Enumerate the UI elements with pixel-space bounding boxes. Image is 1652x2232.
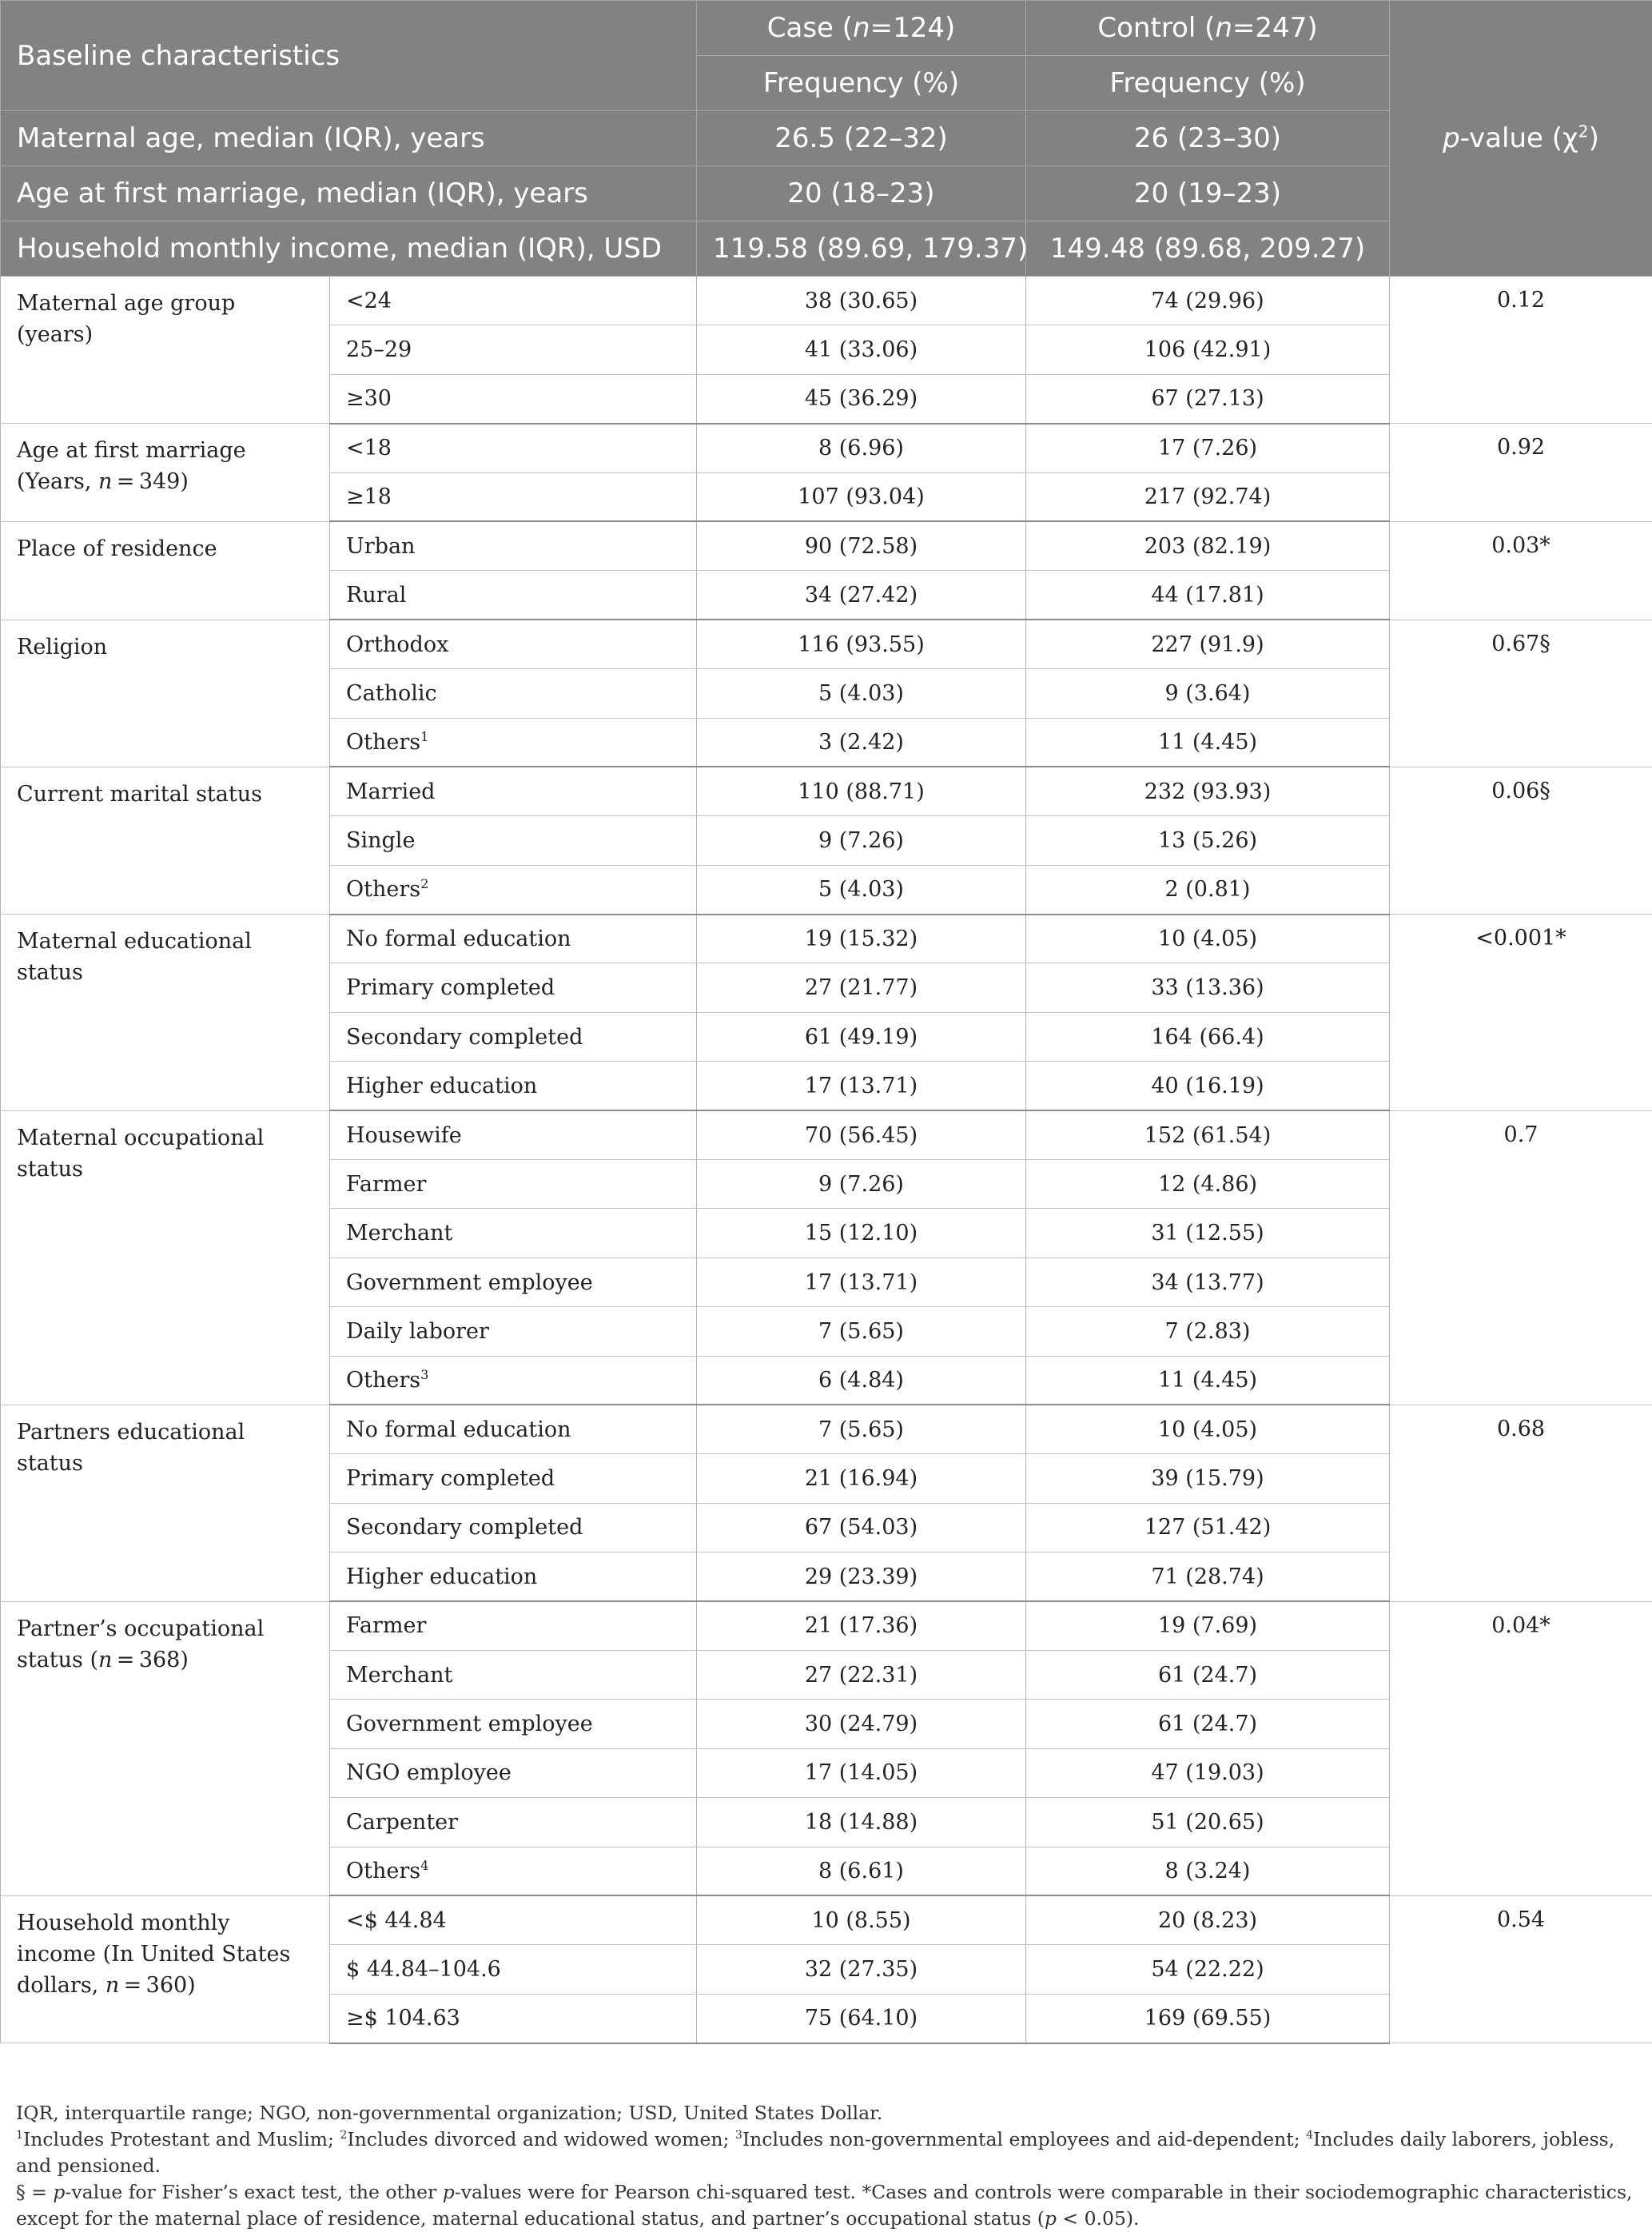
case-value: 41 (33.06) bbox=[697, 325, 1026, 374]
case-value: 17 (13.71) bbox=[697, 1257, 1026, 1306]
control-value: 227 (91.9) bbox=[1026, 620, 1390, 668]
control-value: 217 (92.74) bbox=[1026, 472, 1390, 521]
category-label: ≥18 bbox=[330, 472, 697, 521]
category-label: Others$^2$ bbox=[330, 865, 697, 914]
group-label: Religion bbox=[1, 620, 330, 767]
summary-case: 119.58 (89.69, 179.37) bbox=[697, 221, 1026, 277]
category-label: Rural bbox=[330, 571, 697, 620]
control-value: 10 (4.05) bbox=[1026, 1405, 1390, 1453]
category-label: Housewife bbox=[330, 1110, 697, 1159]
control-value: 47 (19.03) bbox=[1026, 1748, 1390, 1797]
p-value: 0.68 bbox=[1390, 1405, 1652, 1601]
category-label: Secondary completed bbox=[330, 1503, 697, 1552]
group-label: Age at first marriage (Years, n = 349) bbox=[1, 424, 330, 522]
group-label: Place of residence bbox=[1, 521, 330, 620]
case-value: 38 (30.65) bbox=[697, 277, 1026, 325]
case-value: 70 (56.45) bbox=[697, 1110, 1026, 1159]
header-case: Case (n=124) bbox=[697, 1, 1026, 56]
table-row bbox=[1, 1110, 1652, 1159]
control-value: 74 (29.96) bbox=[1026, 277, 1390, 325]
case-value: 5 (4.03) bbox=[697, 865, 1026, 914]
summary-label: Maternal age, median (IQR), years bbox=[1, 111, 697, 166]
category-label: Others$^4$ bbox=[330, 1847, 697, 1895]
case-value: 32 (27.35) bbox=[697, 1945, 1026, 1994]
case-value: 17 (13.71) bbox=[697, 1062, 1026, 1110]
table-footnotes bbox=[16, 2100, 1638, 2232]
category-label: Urban bbox=[330, 521, 697, 570]
category-label: Farmer bbox=[330, 1160, 697, 1209]
control-value: 33 (13.36) bbox=[1026, 963, 1390, 1012]
control-value: 169 (69.55) bbox=[1026, 1994, 1390, 2043]
header-pvalue: p-value $(\chi^2)$ bbox=[1390, 1, 1652, 277]
control-value: 203 (82.19) bbox=[1026, 521, 1390, 570]
case-value: 110 (88.71) bbox=[697, 767, 1026, 815]
category-label: NGO employee bbox=[330, 1748, 697, 1797]
control-value: 232 (93.93) bbox=[1026, 767, 1390, 815]
case-value: 29 (23.39) bbox=[697, 1552, 1026, 1601]
case-value: 10 (8.55) bbox=[697, 1895, 1026, 1944]
case-value: 116 (93.55) bbox=[697, 620, 1026, 668]
p-value: 0.7 bbox=[1390, 1110, 1652, 1405]
table-row bbox=[1, 277, 1652, 325]
header-freq-case: Frequency (%) bbox=[697, 56, 1026, 111]
case-value: 3 (2.42) bbox=[697, 718, 1026, 767]
control-value: 67 (27.13) bbox=[1026, 374, 1390, 423]
case-value: 45 (36.29) bbox=[697, 374, 1026, 423]
control-value: 127 (51.42) bbox=[1026, 1503, 1390, 1552]
case-value: 67 (54.03) bbox=[697, 1503, 1026, 1552]
summary-label: Age at first marriage, median (IQR), years bbox=[1, 166, 697, 221]
category-label: Catholic bbox=[330, 669, 697, 718]
control-value: 2 (0.81) bbox=[1026, 865, 1390, 914]
category-label: Primary completed bbox=[330, 1454, 697, 1503]
footnote-others: $^1$Includes Protestant and Muslim; $^2$Includes divorced and widowed women; $^3$Includes non-governmental employees and aid-dependent; $^4$Includes daily laborers, jobless, and pensioned. bbox=[16, 2126, 1638, 2179]
case-value: 75 (64.10) bbox=[697, 1994, 1026, 2043]
summary-label: Household monthly income, median (IQR), USD bbox=[1, 221, 697, 277]
category-label: No formal education bbox=[330, 915, 697, 963]
case-value: 7 (5.65) bbox=[697, 1405, 1026, 1453]
case-value: 27 (22.31) bbox=[697, 1650, 1026, 1699]
category-label: No formal education bbox=[330, 1405, 697, 1453]
p-value: 0.67§ bbox=[1390, 620, 1652, 767]
table-row bbox=[1, 767, 1652, 815]
control-value: 8 (3.24) bbox=[1026, 1847, 1390, 1895]
group-label: Current marital status bbox=[1, 767, 330, 914]
table-row bbox=[1, 521, 1652, 570]
header-control: Control (n=247) bbox=[1026, 1, 1390, 56]
group-label: Partner’s occupational status (n = 368) bbox=[1, 1601, 330, 1895]
case-value: 34 (27.42) bbox=[697, 571, 1026, 620]
case-value: 30 (24.79) bbox=[697, 1700, 1026, 1748]
category-label: Higher education bbox=[330, 1062, 697, 1110]
summary-control: 149.48 (89.68, 209.27) bbox=[1026, 221, 1390, 277]
case-value: 27 (21.77) bbox=[697, 963, 1026, 1012]
case-value: 17 (14.05) bbox=[697, 1748, 1026, 1797]
table-row bbox=[1, 1895, 1652, 1944]
group-label: Maternal occupational status bbox=[1, 1110, 330, 1405]
category-label: Secondary completed bbox=[330, 1012, 697, 1061]
control-value: 34 (13.77) bbox=[1026, 1257, 1390, 1306]
case-value: 19 (15.32) bbox=[697, 915, 1026, 963]
control-value: 13 (5.26) bbox=[1026, 816, 1390, 865]
case-value: 8 (6.61) bbox=[697, 1847, 1026, 1895]
control-value: 152 (61.54) bbox=[1026, 1110, 1390, 1159]
table-row bbox=[1, 620, 1652, 668]
control-value: 61 (24.7) bbox=[1026, 1700, 1390, 1748]
group-label: Maternal educational status bbox=[1, 915, 330, 1111]
category-label: Single bbox=[330, 816, 697, 865]
case-value: 107 (93.04) bbox=[697, 472, 1026, 521]
p-value: 0.06§ bbox=[1390, 767, 1652, 914]
case-value: 9 (7.26) bbox=[697, 1160, 1026, 1209]
category-label: Farmer bbox=[330, 1601, 697, 1650]
case-value: 18 (14.88) bbox=[697, 1798, 1026, 1847]
case-value: 9 (7.26) bbox=[697, 816, 1026, 865]
category-label: Merchant bbox=[330, 1209, 697, 1257]
control-value: 9 (3.64) bbox=[1026, 669, 1390, 718]
summary-case: 26.5 (22–32) bbox=[697, 111, 1026, 166]
category-label: <24 bbox=[330, 277, 697, 325]
control-value: 164 (66.4) bbox=[1026, 1012, 1390, 1061]
table-body bbox=[1, 277, 1652, 2043]
control-value: 20 (8.23) bbox=[1026, 1895, 1390, 1944]
category-label: ≥30 bbox=[330, 374, 697, 423]
header-baseline: Baseline characteristics bbox=[1, 1, 697, 111]
table-header bbox=[1, 1, 1652, 277]
group-label: Household monthly income (In United States dollars, n = 360) bbox=[1, 1895, 330, 2043]
control-value: 39 (15.79) bbox=[1026, 1454, 1390, 1503]
control-value: 7 (2.83) bbox=[1026, 1307, 1390, 1356]
category-label: Daily laborer bbox=[330, 1307, 697, 1356]
category-label: Carpenter bbox=[330, 1798, 697, 1847]
table-row bbox=[1, 424, 1652, 472]
control-value: 11 (4.45) bbox=[1026, 1356, 1390, 1405]
control-value: 71 (28.74) bbox=[1026, 1552, 1390, 1601]
p-value: 0.12 bbox=[1390, 277, 1652, 424]
category-label: Married bbox=[330, 767, 697, 815]
p-value: 0.54 bbox=[1390, 1895, 1652, 2043]
control-value: 17 (7.26) bbox=[1026, 424, 1390, 472]
group-label: Maternal age group (years) bbox=[1, 277, 330, 424]
case-value: 21 (16.94) bbox=[697, 1454, 1026, 1503]
case-value: 61 (49.19) bbox=[697, 1012, 1026, 1061]
case-value: 21 (17.36) bbox=[697, 1601, 1026, 1650]
summary-control: 26 (23–30) bbox=[1026, 111, 1390, 166]
p-value: 0.03* bbox=[1390, 521, 1652, 620]
control-value: 106 (42.91) bbox=[1026, 325, 1390, 374]
control-value: 11 (4.45) bbox=[1026, 718, 1390, 767]
case-value: 5 (4.03) bbox=[697, 669, 1026, 718]
category-label: Merchant bbox=[330, 1650, 697, 1699]
category-label: Orthodox bbox=[330, 620, 697, 668]
summary-case: 20 (18–23) bbox=[697, 166, 1026, 221]
category-label: ≥$ 104.63 bbox=[330, 1994, 697, 2043]
case-value: 15 (12.10) bbox=[697, 1209, 1026, 1257]
control-value: 10 (4.05) bbox=[1026, 915, 1390, 963]
case-value: 8 (6.96) bbox=[697, 424, 1026, 472]
category-label: <$ 44.84 bbox=[330, 1895, 697, 1944]
category-label: $ 44.84–104.6 bbox=[330, 1945, 697, 1994]
control-value: 31 (12.55) bbox=[1026, 1209, 1390, 1257]
category-label: <18 bbox=[330, 424, 697, 472]
category-label: Others$^3$ bbox=[330, 1356, 697, 1405]
table-row bbox=[1, 1601, 1652, 1650]
p-value: 0.04* bbox=[1390, 1601, 1652, 1895]
group-label: Partners educational status bbox=[1, 1405, 330, 1601]
footnote-tests: § = p-value for Fisher’s exact test, the other p-values were for Pearson chi-squared test. *Cases and controls were comparable in their sociodemographic characteristics, except for the maternal place of residence, maternal educational status, and partner’s occupational status (p < 0.05). bbox=[16, 2179, 1638, 2232]
control-value: 12 (4.86) bbox=[1026, 1160, 1390, 1209]
control-value: 40 (16.19) bbox=[1026, 1062, 1390, 1110]
control-value: 44 (17.81) bbox=[1026, 571, 1390, 620]
p-value: 0.92 bbox=[1390, 424, 1652, 522]
category-label: Others$^1$ bbox=[330, 718, 697, 767]
case-value: 6 (4.84) bbox=[697, 1356, 1026, 1405]
category-label: Higher education bbox=[330, 1552, 697, 1601]
case-value: 7 (5.65) bbox=[697, 1307, 1026, 1356]
category-label: 25–29 bbox=[330, 325, 697, 374]
control-value: 19 (7.69) bbox=[1026, 1601, 1390, 1650]
case-value: 90 (72.58) bbox=[697, 521, 1026, 570]
table-row bbox=[1, 1405, 1652, 1453]
control-value: 61 (24.7) bbox=[1026, 1650, 1390, 1699]
control-value: 54 (22.22) bbox=[1026, 1945, 1390, 1994]
category-label: Primary completed bbox=[330, 963, 697, 1012]
control-value: 51 (20.65) bbox=[1026, 1798, 1390, 1847]
summary-control: 20 (19–23) bbox=[1026, 166, 1390, 221]
table-row bbox=[1, 915, 1652, 963]
p-value: <0.001* bbox=[1390, 915, 1652, 1111]
header-freq-control: Frequency (%) bbox=[1026, 56, 1390, 111]
category-label: Government employee bbox=[330, 1700, 697, 1748]
footnote-abbrev: IQR, interquartile range; NGO, non-governmental organization; USD, United States Dollar. bbox=[16, 2100, 1638, 2126]
category-label: Government employee bbox=[330, 1257, 697, 1306]
